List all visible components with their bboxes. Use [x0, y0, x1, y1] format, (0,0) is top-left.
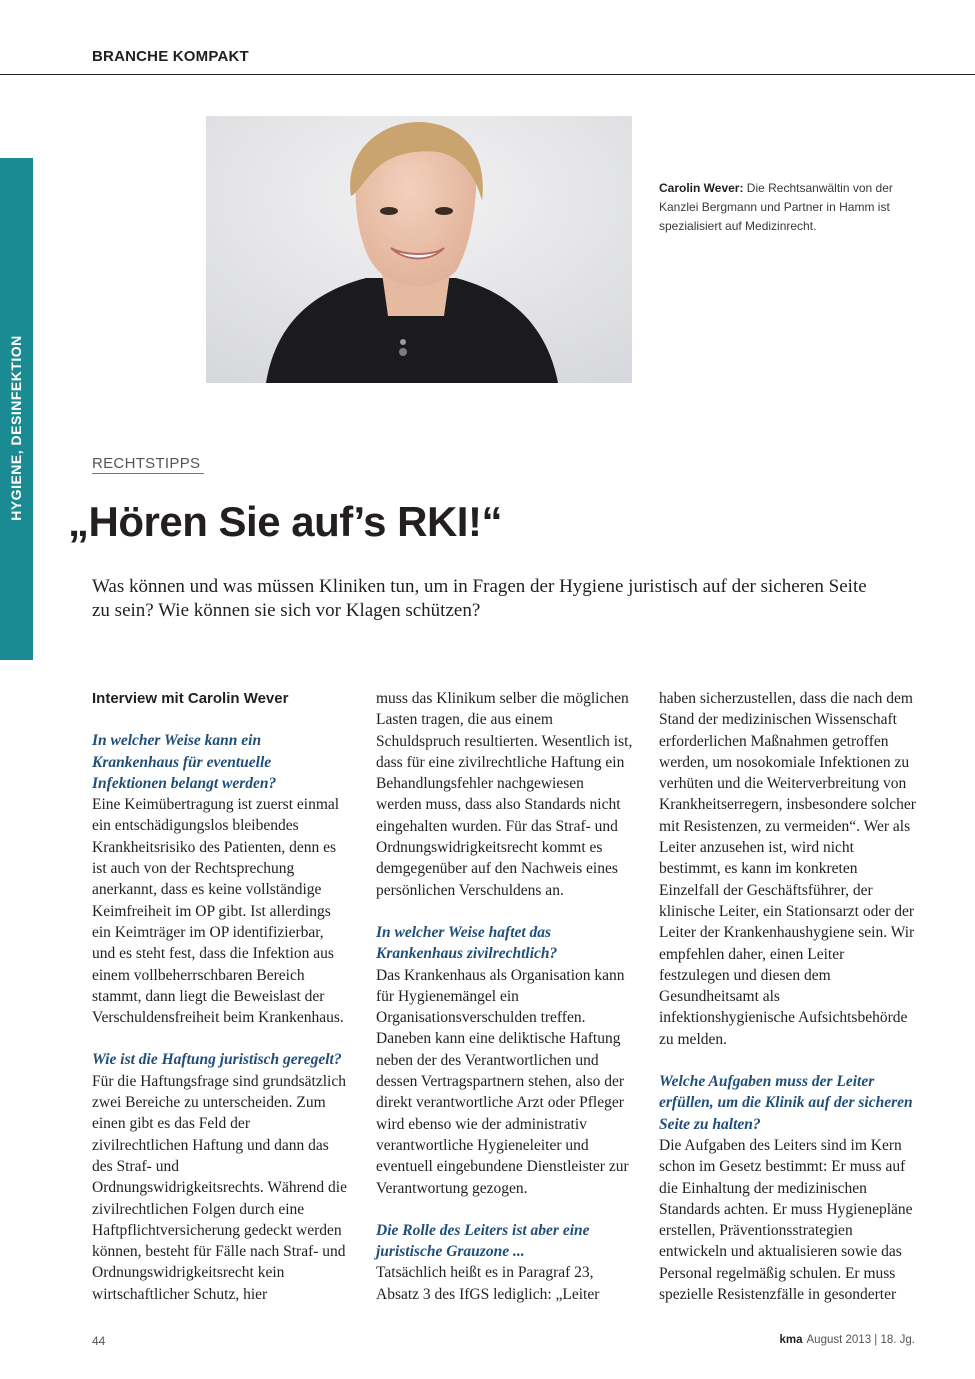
article-lead: Was können und was müssen Kliniken tun, um in Fragen der Hygiene juristisch auf der sicheren Seite zu sein? Wie können sie sich vor Klagen schützen?	[92, 576, 867, 621]
page-number: 44	[92, 1334, 106, 1348]
question-3: In welcher Weise haftet das Krankenhaus zivilrechtlich?	[376, 923, 558, 963]
header-rule	[0, 74, 975, 75]
caption-text: Die Rechtsanwältin von der Kanzlei Bergmann und Partner in Hamm ist spezialisiert auf Medizinrecht.	[659, 181, 893, 233]
issue-date: August 2013 | 18. Jg.	[806, 1334, 915, 1346]
article-headline: „Hören Sie auf’s RKI!“	[68, 498, 502, 545]
section-header: BRANCHE KOMPAKT	[92, 48, 249, 65]
interview-title: Interview mit Carolin Wever	[92, 690, 289, 707]
answer-2: Für die Haftungsfrage sind grundsätzlich zwei Bereiche zu unterscheiden. Zum einen gibt es das Feld der zivilrechtlichen Haftung und dann das des Straf- und Ordnungswidrigkeitsrechts. Während die zivilrechtlichen Folgen durch eine Haftpflichtversicherung gedeckt werden können, besteht für Fälle nach Straf- und Ordnungswidrigkeitsrecht kein wirtschaftlicher Schutz, hier	[92, 1072, 347, 1303]
footer-issue-info	[779, 1334, 915, 1346]
question-5: Welche Aufgaben muss der Leiter erfüllen, um die Klinik auf der sicheren Seite zu halten?	[659, 1073, 913, 1133]
answer-5: Die Aufgaben des Leiters sind im Kern schon im Gesetz bestimmt: Er muss auf die Einhaltung der medizinischen Standards achten. Er muss Hygienepläne erstellen, Präventionsstrategien entwickeln und aktualisieren sowie das Personal regelmäßig schulen. Er muss spezielle Resistenzfälle in gesonderter	[659, 1136, 913, 1304]
question-4: Die Rolle des Leiters ist aber eine juristische Grauzone ...	[376, 1221, 590, 1261]
portrait-illustration	[206, 116, 632, 383]
brand-logo: kma	[779, 1334, 803, 1346]
answer-4-continued: haben sicherzustellen, dass die nach dem Stand der medizinischen Wissenschaft erforderlichen Maßnahmen getroffen werden, um nosokomiale Infektionen zu verhüten und die Weiterverbreitung von Krankheitserregern, insbesondere solcher mit Resistenzen, zu vermeiden“. Wer als Leiter anzusehen ist, wird nicht bestimmt, es kann im konkreten Einzelfall der Geschäftsführer, der klinische Leiter, ein Stationsarzt oder der Leiter der Krankenhaushygiene sein. Wir empfehlen daher, einen Leiter festzulegen und diesen dem Gesundheitsamt als infektionshygienische Aufsichtsbehörde zu melden.	[659, 690, 916, 1048]
side-tab-label: HYGIENE, DESINFEKTION	[8, 335, 24, 521]
article-kicker: RECHTSTIPPS	[92, 455, 204, 474]
answer-3: Das Krankenhaus als Organisation kann für Hygienemängel ein Organisationsverschulden treffen. Daneben kann eine deliktische Haftung neben der des Verantwortlichen und dessen Vertragspartnern stehen, also der direkt verantwortliche Arzt oder Pfleger wird ebenso wie der administrativ verantwortliche Hygieneleiter und eventuell eingebundene Dienstleister zur Verantwortung gezogen.	[376, 966, 629, 1197]
text-column-3	[659, 688, 916, 1305]
side-tab	[0, 158, 33, 660]
answer-1: Eine Keimübertragung ist zuerst einmal ein entschädigungslos bleibendes Krankheitsrisiko des Patienten, denn es ist auch von der Rechtsprechung anerkannt, dass es keine vollständige Keimfreiheit im OP gibt. Ist allerdings ein Keimträger im OP identifizierbar, und es steht fest, dass die Infektion aus einem vollbeherrschbaren Bereich stammt, dann liegt die Beweislast der Verschuldensfreiheit beim Krankenhaus.	[92, 796, 344, 1027]
answer-4: Tatsächlich heißt es in Paragraf 23, Absatz 3 des IfGS lediglich: „Leiter	[376, 1264, 600, 1303]
portrait-photo	[206, 116, 632, 383]
text-column-2	[376, 688, 633, 1305]
photo-caption	[659, 179, 909, 236]
answer-2-continued: muss das Klinikum selber die möglichen Lasten tragen, die aus einem Schuldspruch resultierten. Wesentlich ist, dass für eine zivilrechtliche Haftung ein Behandlungsfehler nachgewiesen werden muss, dass also Standards nicht eingehalten wurden. Für das Straf- und Ordnungswidrigkeitsrecht kommt es demgegenüber auf den Nachweis eines persönlichen Verschuldens an.	[376, 690, 633, 899]
caption-name: Carolin Wever:	[659, 181, 744, 195]
question-1: In welcher Weise kann ein Krankenhaus für eventuelle Infektionen belangt werden?	[92, 732, 277, 792]
question-2: Wie ist die Haftung juristisch geregelt?	[92, 1051, 342, 1069]
text-column-1	[92, 688, 349, 1305]
